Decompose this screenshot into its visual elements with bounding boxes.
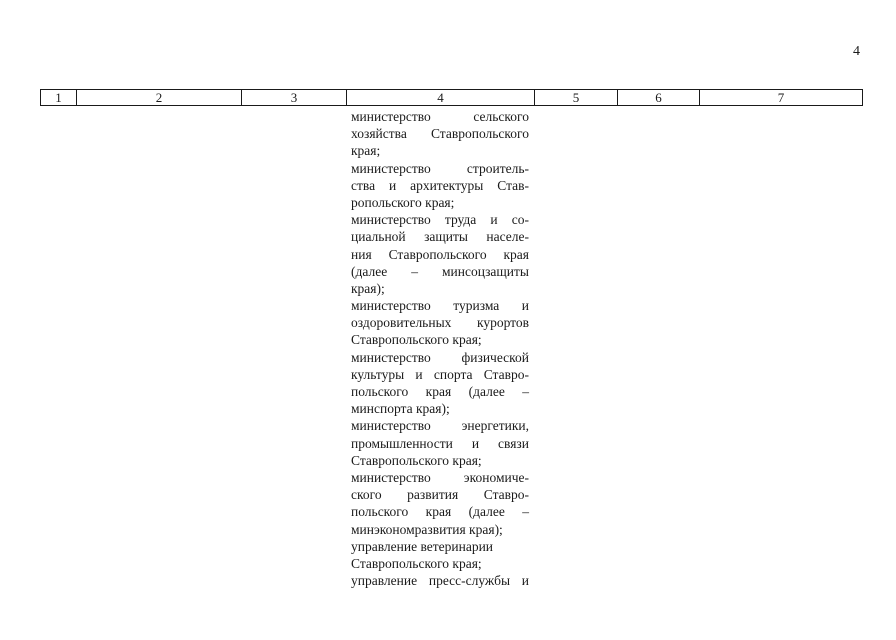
column-6-number: 6 <box>618 90 700 106</box>
text-line: оздоровительных курортов <box>351 315 529 331</box>
text-line: минспорта края); <box>351 401 450 417</box>
text-line: министерство физической <box>351 349 529 365</box>
column-number-header <box>40 89 863 106</box>
text-line: ния Ставропольского края <box>351 246 529 262</box>
text-line: министерство строитель- <box>351 160 529 176</box>
text-line: ропольского края; <box>351 194 455 210</box>
text-line: промышленности и связи <box>351 435 529 451</box>
text-line: Ставропольского края; <box>351 332 482 348</box>
column-1-number: 1 <box>41 90 77 106</box>
text-line: Ставропольского края; <box>351 452 482 468</box>
text-line: ского развития Ставро- <box>351 487 529 503</box>
column-3-number: 3 <box>242 90 347 106</box>
page-number: 4 <box>853 44 860 59</box>
column-2-number: 2 <box>77 90 242 106</box>
column-5-number: 5 <box>535 90 618 106</box>
text-line: польского края (далее – <box>351 504 529 520</box>
text-line: министерство сельского <box>351 109 529 124</box>
text-line: хозяйства Ставропольского <box>351 126 529 142</box>
text-line: министерство труда и со- <box>351 212 529 228</box>
text-line: управление пресс-службы и <box>351 573 529 589</box>
text-line: минэкономразвития края); <box>351 521 503 537</box>
text-line: министерство туризма и <box>351 298 529 314</box>
text-line: Ставропольского края; <box>351 555 482 571</box>
text-line: польского края (далее – <box>351 384 529 399</box>
text-line: края); <box>351 280 385 296</box>
text-line: края; <box>351 143 381 159</box>
text-line: циальной защиты населе- <box>351 229 529 245</box>
text-line: (далее – минсоцзащиты <box>351 263 529 279</box>
column-4-content <box>351 108 529 589</box>
text-line: министерство энергетики, <box>351 418 529 434</box>
text-line: министерство экономиче- <box>351 469 529 485</box>
text-line: управление ветеринарии <box>351 538 494 554</box>
column-7-number: 7 <box>700 90 863 106</box>
header-row <box>41 90 863 106</box>
column-4-number: 4 <box>347 90 535 106</box>
text-line: культуры и спорта Ставро- <box>351 366 529 382</box>
text-line: ства и архитектуры Став- <box>351 177 529 193</box>
